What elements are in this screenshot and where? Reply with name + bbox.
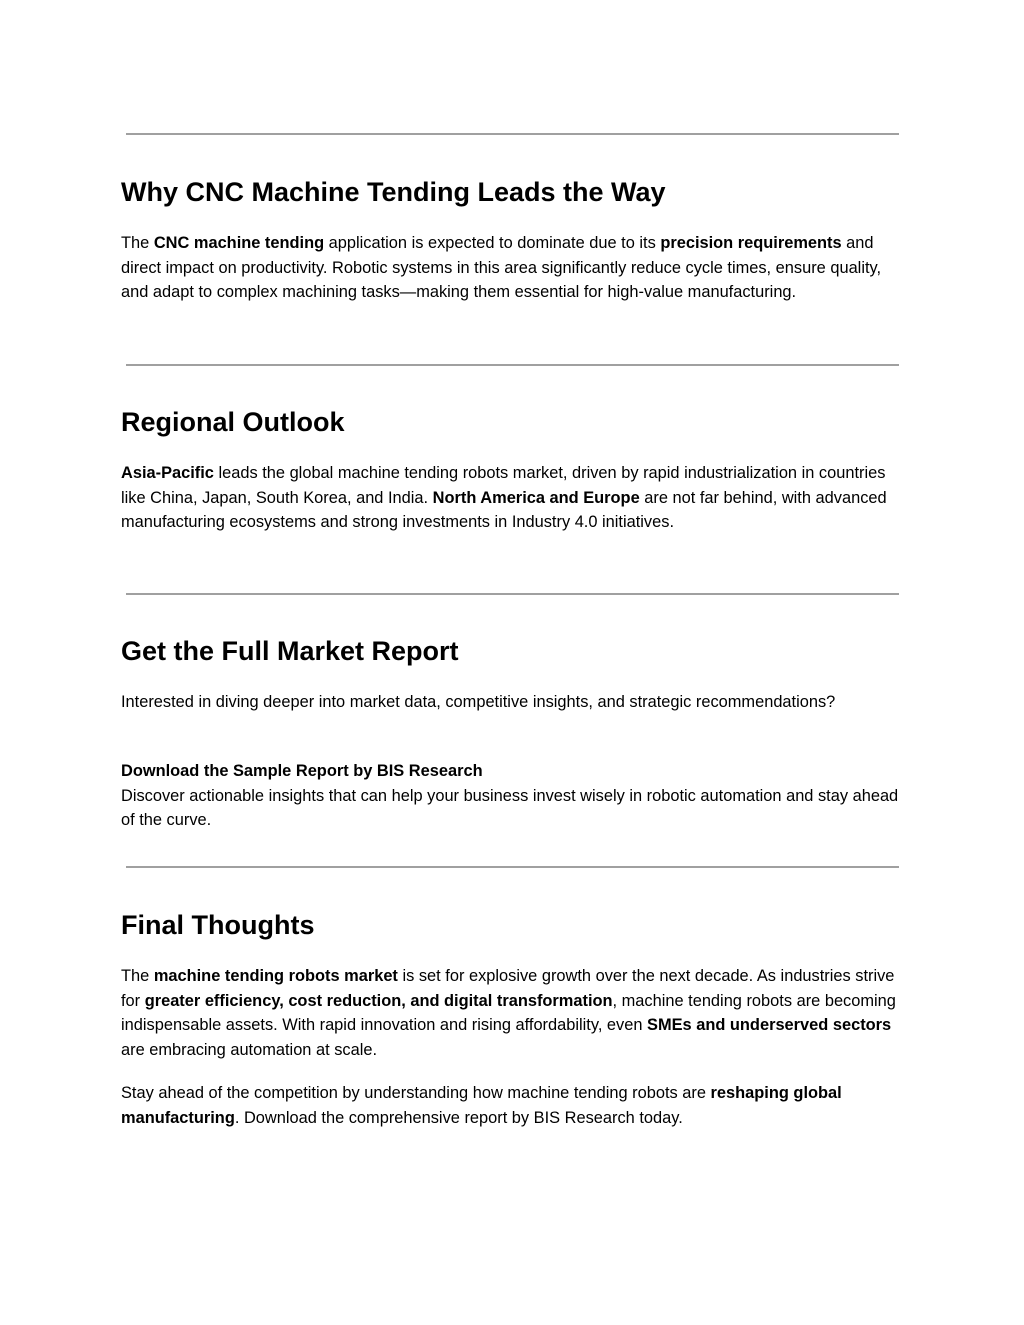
section-heading-final: Final Thoughts [121,910,315,940]
text-run: Stay ahead of the competition by understanding how machine tending robots are [121,1084,711,1102]
section-divider [126,364,899,366]
bold-text-run: greater efficiency, cost reduction, and digital transformation [144,991,613,1010]
text-run: are not far behind, with advanced manufacturing ecosystems and strong investments in Industry 4.0 initiatives. [121,488,887,531]
bold-text-run: precision requirements [660,234,842,252]
text-run: leads the global machine tending robots market, driven by rapid industrialization in countries like China, Japan, South Korea, and India. [121,464,886,507]
text-run: Interested in diving deeper into market data, competitive insights, and strategic recommendations? [121,693,836,711]
bold-text-run: CNC machine tending [153,234,325,252]
bold-text-run: Asia-Pacific [121,464,214,482]
section-divider [126,866,899,868]
section-divider [126,593,899,595]
bold-text-run: reshaping global manufacturing [121,1084,842,1127]
paragraph-final-1 [121,964,906,1062]
text-run: . Download the comprehensive report by BIS Research today. [234,1108,683,1127]
paragraph-final-2 [121,1081,906,1130]
text-run: Discover actionable insights that can help your business invest wisely in robotic automation and stay ahead of the curve. [121,786,899,829]
paragraph-regional [121,461,906,535]
paragraph-report-intro [121,690,906,715]
section-heading-regional: Regional Outlook [121,407,345,437]
bold-text-run: North America and Europe [432,488,640,507]
bold-text-run: machine tending robots market [153,967,398,985]
section-heading-cnc: Why CNC Machine Tending Leads the Way [121,177,666,207]
text-run: and direct impact on productivity. Robotic systems in this area significantly reduce cycle times, ensure quality, and adapt to complex machining tasks—making them essential for high-value manufacturing. [121,234,882,301]
text-run: The [121,234,154,252]
section-heading-report: Get the Full Market Report [121,636,459,666]
download-sample-report-text: Download the Sample Report by BIS Research [121,762,483,780]
text-run: application is expected to dominate due to its [324,234,661,252]
bold-text-run: SMEs and underserved sectors [647,1016,892,1034]
text-run: is set for explosive growth over the next decade. As industries strive for [121,967,895,1010]
paragraph-cnc [121,231,906,305]
text-run: are embracing automation at scale. [121,1040,378,1059]
text-run: , machine tending robots are becoming indispensable assets. With rapid innovation and rising affordability, even [121,991,896,1034]
paragraph-report-download [121,759,906,833]
text-run: The [121,967,154,985]
section-divider [126,133,899,135]
